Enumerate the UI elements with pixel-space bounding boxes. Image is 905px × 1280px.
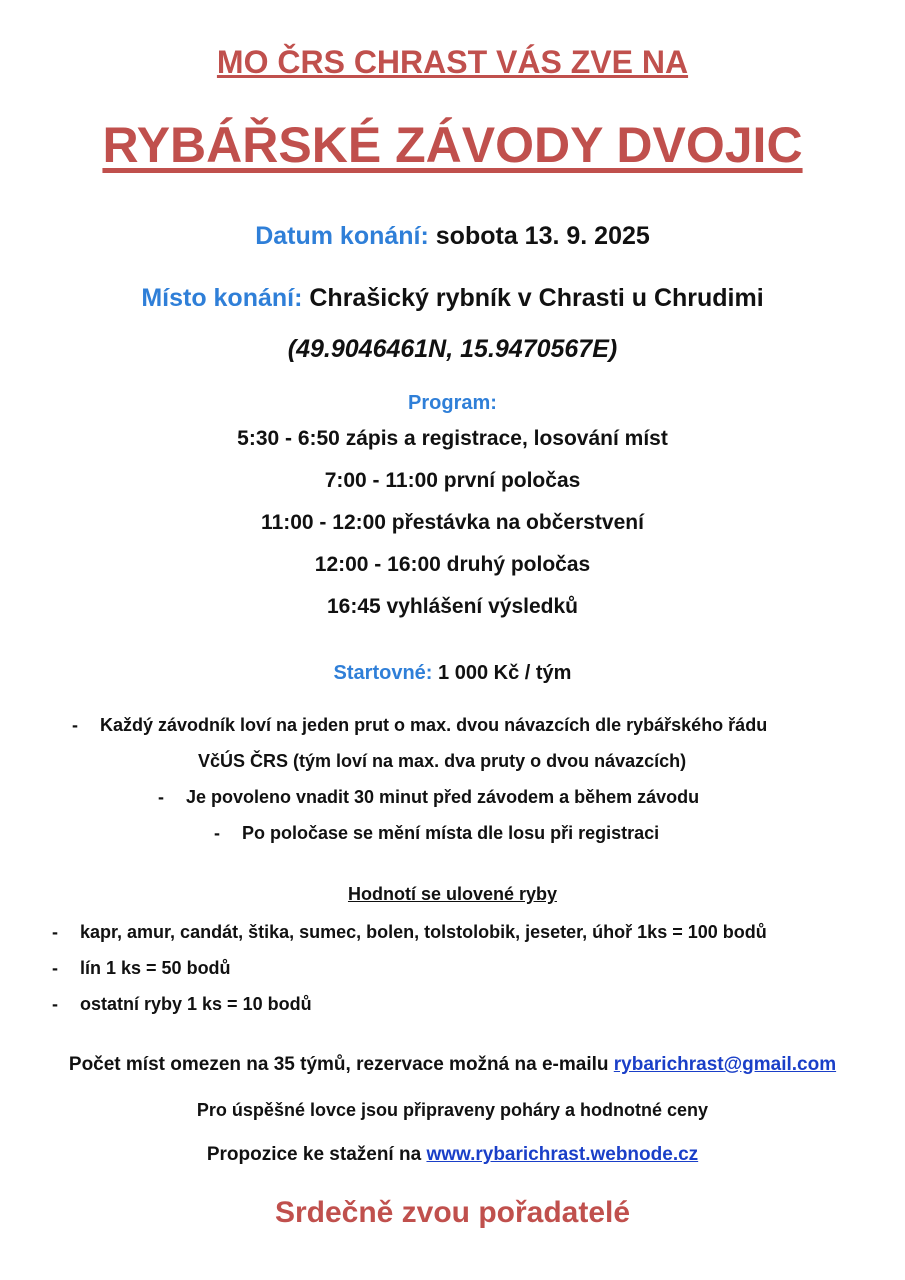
- website-link[interactable]: www.rybarichrast.webnode.cz: [426, 1144, 699, 1165]
- prizes-line: Pro úspěšné lovce jsou připraveny poháry a hodnotné ceny: [196, 1100, 709, 1120]
- email-link[interactable]: rybarichrast@gmail.com: [613, 1054, 837, 1075]
- scoring-item: - ostatní ryby 1 ks = 10 bodů: [52, 994, 312, 1014]
- scoring-heading: Hodnotí se ulovené ryby: [347, 884, 558, 904]
- closing-greeting: Srdečně zvou pořadatelé: [274, 1196, 631, 1229]
- fee-label: Startovné:: [333, 662, 433, 684]
- program-item: 11:00 - 12:00 přestávka na občerstvení: [261, 511, 644, 534]
- scoring-item: - lín 1 ks = 50 bodů: [52, 958, 231, 978]
- program-item: 12:00 - 16:00 druhý poločas: [314, 553, 591, 576]
- download-text: Propozice ke stažení na: [206, 1144, 427, 1165]
- rule-item: - Je povoleno vnadit 30 minut před závodem a během závodu: [158, 787, 700, 807]
- capacity-line: [0, 1054, 905, 1076]
- date-value: sobota 13. 9. 2025: [435, 222, 650, 250]
- program-item: 5:30 - 6:50 zápis a registrace, losování míst: [237, 427, 668, 450]
- download-line: [0, 1144, 905, 1166]
- event-title: RYBÁŘSKÉ ZÁVODY DVOJIC: [102, 117, 803, 173]
- place-label: Místo konání:: [141, 284, 303, 312]
- fee-value: 1 000 Kč / tým: [438, 662, 572, 684]
- place-value: Chrašický rybník v Chrasti u Chrudimi: [309, 284, 764, 312]
- date-label: Datum konání:: [255, 222, 429, 250]
- fee-line: [0, 662, 905, 685]
- rule-item-continuation: VčÚS ČRS (tým loví na max. dva pruty o dvou návazcích): [198, 751, 687, 771]
- program-item: 7:00 - 11:00 první poločas: [324, 469, 581, 492]
- scoring-item: - kapr, amur, candát, štika, sumec, bolen, tolstolobik, jeseter, úhoř 1ks = 100 bodů: [52, 922, 767, 942]
- program-item: 16:45 vyhlášení výsledků: [327, 595, 578, 618]
- rule-item: - Po poločase se mění místa dle losu při registraci: [214, 823, 660, 843]
- place-coordinates: (49.9046461N, 15.9470567E): [287, 335, 618, 363]
- place-line: [0, 284, 905, 313]
- program-label: Program:: [408, 392, 497, 414]
- capacity-text: Počet míst omezen na 35 týmů, rezervace možná na e-mailu: [68, 1054, 614, 1075]
- invitation-subtitle: MO ČRS CHRAST VÁS ZVE NA: [216, 44, 689, 80]
- date-line: [0, 222, 905, 251]
- rule-item: - Každý závodník loví na jeden prut o max. dvou návazcích dle rybářského řádu: [72, 715, 768, 735]
